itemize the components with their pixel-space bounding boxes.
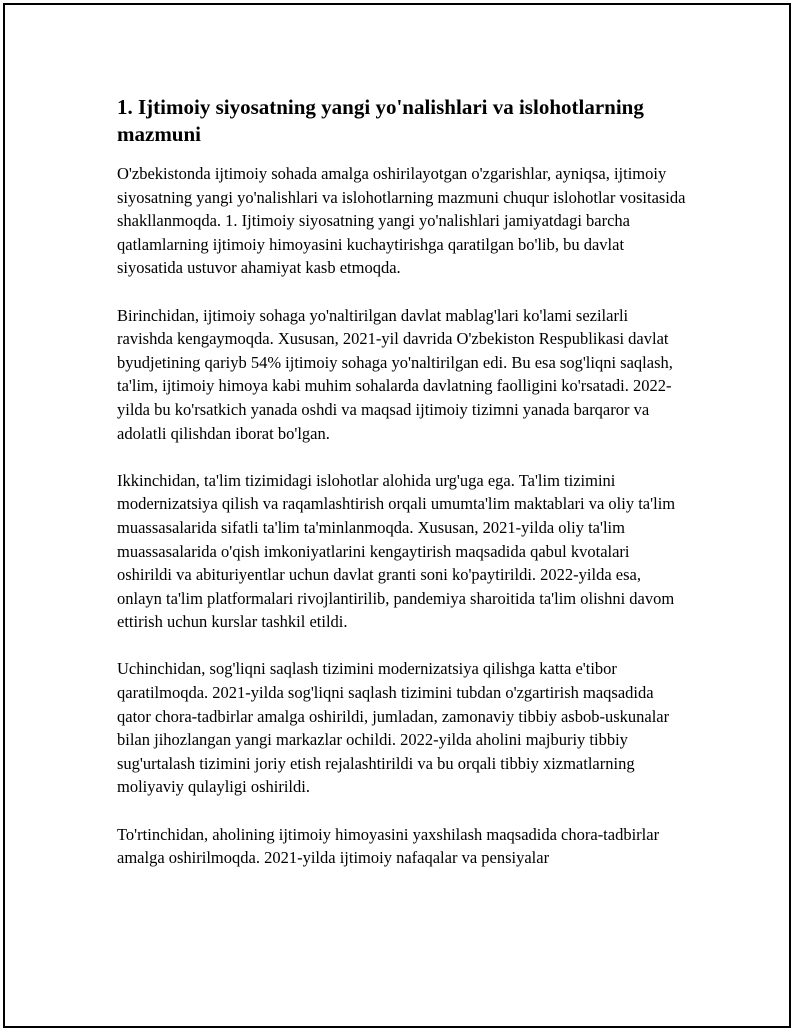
paragraph-second: Ikkinchidan, ta'lim tizimidagi islohotlar alohida urg'uga ega. Ta'lim tizimini modernizatsiya qilish va raqamlashtirish orqali umumta'lim maktablari va oliy ta'lim muassasalarida sifatli ta'lim ta'minlanmoqda. Xususan, 2021-yilda oliy ta'lim muassasalarida o'qish imkoniyatlarini kengaytirish maqsadida qabul kvotalari oshirildi va abituriyentlar uchun davlat granti soni ko'paytirildi. 2022-yilda esa, onlayn ta'lim platformalari rivojlantirilib, pandemiya sharoitida ta'lim olishni davom ettirish uchun kurslar tashkil etildi. [117,470,676,632]
paragraph-third: Uchinchidan, sog'liqni saqlash tizimini modernizatsiya qilishga katta e'tibor qaratilmoqda. 2021-yilda sog'liqni saqlash tizimini tubdan o'zgartirish maqsadida qator chora-tadbirlar amalga oshirildi, jumladan, zamonaviy tibbiy asbob-uskunalar bilan jihozlangan yangi markazlar ochildi. 2022-yilda aholini majburiy tibbiy sug'urtalash tizimini joriy etish rejalashtirildi va bu orqali tibbiy xizmatlarning moliyaviy qulayligi oshirildi. [117,659,670,797]
document-body [117,94,687,893]
paragraph-fourth: To'rtinchidan, aholining ijtimoiy himoyasini yaxshilash maqsadida chora-tadbirlar amalga oshirilmoqda. 2021-yilda ijtimoiy nafaqalar va pensiyalar [117,824,660,868]
paragraph-intro: O'zbekistonda ijtimoiy sohada amalga oshirilayotgan o'zgarishlar, ayniqsa, ijtimoiy siyosatning yangi yo'nalishlari va islohotlarning mazmuni chuqur islohotlar vositasida shakllanmoqda. 1. Ijtimoiy siyosatning yangi yo'nalishlari jamiyatdagi barcha qatlamlarning ijtimoiy himoyasini kuchaytirishga qaratilgan bo'lib, bu davlat siyosatida ustuvor ahamiyat kasb etmoqda. [117,164,686,278]
paragraph-first: Birinchidan, ijtimoiy sohaga yo'naltirilgan davlat mablag'lari ko'lami sezilarli ravishda kengaymoqda. Xususan, 2021-yil davrida O'zbekiston Respublikasi davlat byudjetining qariyb 54% ijtimoiy sohaga yo'naltirilgan edi. Bu esa sog'liqni saqlash, ta'lim, ijtimoiy himoya kabi muhim sohalarda davlatning faolligini ko'rsatadi. 2022-yilda bu ko'rsatkich yanada oshdi va maqsad ijtimoiy tizimni yanada barqaror va adolatli qilishdan iborat bo'lgan. [117,305,673,443]
section-heading: 1. Ijtimoiy siyosatning yangi yo'nalishlari va islohotlarning mazmuni [117,95,644,146]
